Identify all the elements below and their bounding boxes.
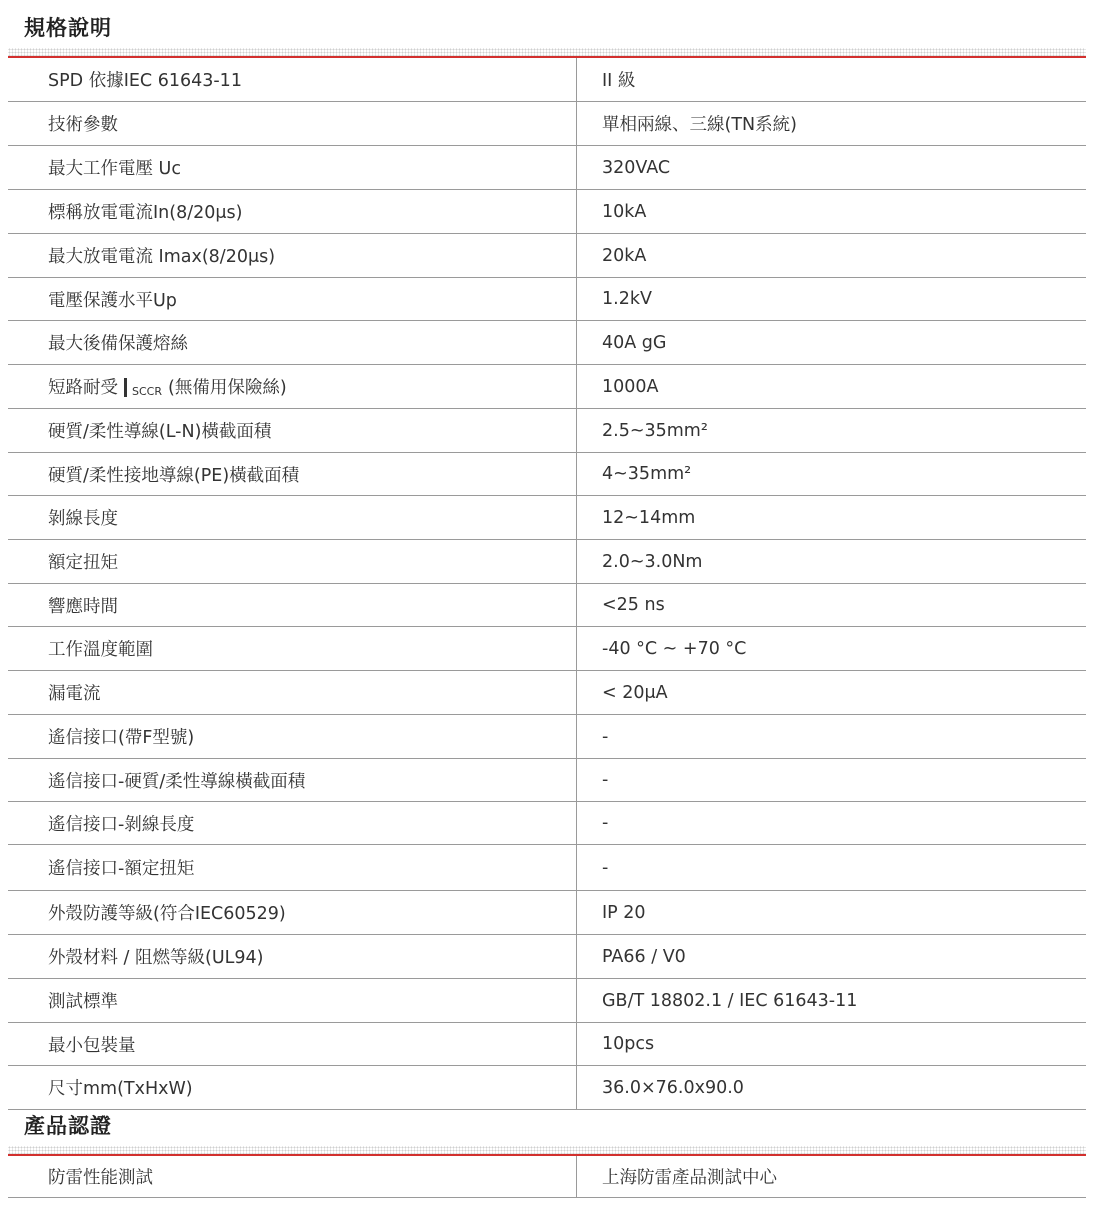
- table-row: [8, 58, 1086, 102]
- spec-label: 外殼防護等級(符合IEC60529): [48, 904, 286, 924]
- spec-label: 漏電流: [48, 684, 101, 704]
- spec-label: 硬質/柔性接地導線(PE)橫截面積: [48, 465, 300, 486]
- spec-label-cell: [8, 102, 577, 145]
- spec-label-cell: [8, 1023, 577, 1065]
- spec-value: PA66 / V0: [602, 946, 686, 967]
- spec-label-cell: [8, 234, 577, 277]
- table-row: [8, 979, 1086, 1023]
- spec-label-subscript: SCCR: [132, 385, 162, 398]
- spec-label-cell: [8, 190, 577, 233]
- table-row: [8, 453, 1086, 496]
- spec-label: 短路耐受: [48, 378, 118, 398]
- spec-value: < 20μA: [602, 682, 668, 703]
- spec-label-cell: [8, 715, 577, 758]
- spec-value: II 級: [602, 71, 636, 91]
- spec-label-cell: [8, 278, 577, 320]
- table-row: [8, 891, 1086, 935]
- spec-value: GB/T 18802.1 / IEC 61643-11: [602, 990, 858, 1011]
- table-row: [8, 190, 1086, 234]
- spec-label-cell: [8, 146, 577, 189]
- table-row: [8, 1066, 1086, 1110]
- spec-label: 硬質/柔性導線(L-N)橫截面積: [48, 422, 272, 442]
- spec-label: 最大工作電壓 Uc: [48, 159, 181, 179]
- spec-label: 標稱放電電流In(8/20μs): [48, 203, 243, 223]
- specs-title: 規格說明: [24, 16, 112, 40]
- table-row: [8, 146, 1086, 190]
- certs-title: 產品認證: [24, 1114, 112, 1138]
- table-row: [8, 759, 1086, 802]
- dotted-divider: [8, 48, 1086, 56]
- spec-label-cell: [8, 891, 577, 934]
- spec-value: 320VAC: [602, 157, 671, 178]
- spec-value: IP 20: [602, 902, 646, 923]
- current-symbol-icon: [124, 378, 127, 397]
- spec-label: 防雷性能測試: [48, 1168, 153, 1188]
- table-row: [8, 1156, 1086, 1198]
- spec-label: 外殼材料 / 阻燃等級(UL94): [48, 948, 264, 968]
- spec-label: 最小包裝量: [48, 1035, 136, 1056]
- spec-label-cell: [8, 627, 577, 670]
- spec-label-cell: [8, 584, 577, 626]
- spec-value: 40A gG: [602, 332, 667, 353]
- spec-value: 36.0×76.0x90.0: [602, 1077, 744, 1098]
- spec-label: 遙信接口-剝線長度: [48, 814, 195, 835]
- specs-section: [8, 8, 1086, 1110]
- spec-table: [8, 58, 1086, 1110]
- table-row: [8, 278, 1086, 321]
- spec-label-cell: [8, 409, 577, 452]
- table-row: [8, 935, 1086, 979]
- spec-label-cell: [8, 540, 577, 583]
- spec-value: 2.0~3.0Nm: [602, 551, 703, 572]
- table-row: [8, 365, 1086, 409]
- dotted-divider: [8, 1146, 1086, 1154]
- spec-value: 4~35mm²: [602, 464, 692, 484]
- table-row: [8, 1023, 1086, 1066]
- table-row: [8, 802, 1086, 845]
- spec-label: 最大放電電流 Imax(8/20μs): [48, 247, 276, 267]
- spec-label: 響應時間: [48, 596, 118, 617]
- spec-value: -: [602, 770, 609, 790]
- spec-value: 1000A: [602, 376, 659, 397]
- table-row: [8, 671, 1086, 715]
- spec-label: 工作溫度範圍: [48, 640, 153, 660]
- spec-label: 剝線長度: [48, 509, 118, 529]
- spec-label-cell: [8, 845, 577, 890]
- spec-label-cell: [8, 671, 577, 714]
- spec-value: <25 ns: [602, 595, 665, 615]
- spec-label-cell: [8, 935, 577, 978]
- spec-label-cell: [8, 453, 577, 495]
- spec-label-cell: [8, 979, 577, 1022]
- spec-value: 10kA: [602, 201, 647, 222]
- spec-label: 電壓保護水平Up: [48, 290, 177, 311]
- table-row: [8, 496, 1086, 540]
- spec-value: 10pcs: [602, 1034, 655, 1054]
- spec-label-cell: [8, 496, 577, 539]
- spec-label-suffix: (無備用保險絲): [168, 378, 287, 398]
- table-row: [8, 409, 1086, 453]
- spec-value: 2.5~35mm²: [602, 420, 708, 441]
- spec-label: 技術參數: [48, 115, 118, 135]
- spec-label: SPD 依據IEC 61643-11: [48, 71, 242, 91]
- table-row: [8, 102, 1086, 146]
- table-row: [8, 540, 1086, 584]
- spec-label-cell: [8, 58, 577, 101]
- spec-value: -: [602, 813, 609, 833]
- spec-value: 1.2kV: [602, 289, 652, 309]
- spec-label: 尺寸mm(TxHxW): [48, 1079, 193, 1099]
- cert-table: [8, 1156, 1086, 1198]
- spec-value: -40 °C ~ +70 °C: [602, 638, 747, 659]
- certs-section: [8, 1106, 1086, 1198]
- spec-label: 遙信接口-硬質/柔性導線橫截面積: [48, 771, 306, 792]
- spec-label-cell: [8, 759, 577, 801]
- table-row: [8, 627, 1086, 671]
- spec-label: 遙信接口-額定扭矩: [48, 859, 195, 879]
- table-row: [8, 234, 1086, 278]
- spec-value: 上海防雷產品測試中心: [602, 1168, 777, 1188]
- spec-label: 遙信接口(帶F型號): [48, 728, 195, 748]
- spec-label: 測試標準: [48, 992, 118, 1012]
- spec-value: -: [602, 726, 609, 747]
- spec-label: 最大後備保護熔絲: [48, 334, 188, 354]
- table-row: [8, 321, 1086, 365]
- spec-value: 20kA: [602, 245, 647, 266]
- spec-label-cell: [8, 365, 577, 408]
- spec-label-cell: [8, 1156, 577, 1197]
- table-row: [8, 845, 1086, 891]
- spec-value: 單相兩線、三線(TN系統): [602, 115, 797, 135]
- spec-label: 額定扭矩: [48, 553, 118, 573]
- spec-label-cell: [8, 1066, 577, 1109]
- spec-value: -: [602, 857, 609, 878]
- spec-label-cell: [8, 321, 577, 364]
- table-row: [8, 715, 1086, 759]
- spec-label-cell: [8, 802, 577, 844]
- spec-value: 12~14mm: [602, 507, 696, 528]
- table-row: [8, 584, 1086, 627]
